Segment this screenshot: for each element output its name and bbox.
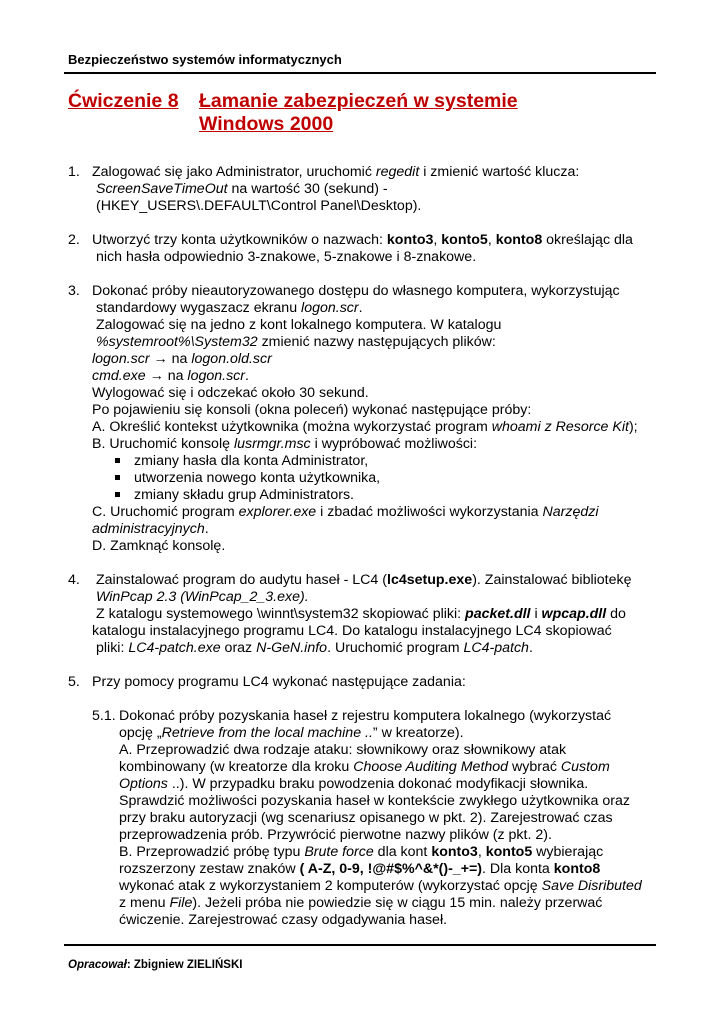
item5-sub-line13: ćwiczenie. Zarejestrować czasy odgadywania haseł.: [119, 912, 448, 928]
item4-line1: Zainstalować program do audytu haseł - LC4 (lc4setup.exe). Zainstalować bibliotekę: [96, 572, 632, 588]
item5-sub-line11: wykonać atak z wykorzystaniem 2 komputerów (wykorzystać opcję Save Disributed: [119, 878, 642, 894]
item3-line9: A. Określić kontekst użytkownika (można wykorzystać program whoami z Resorce Kit);: [92, 419, 638, 435]
item5-number: 5.: [68, 674, 80, 690]
item2-number: 2.: [68, 232, 80, 248]
exercise-number: Ćwiczenie 8: [68, 90, 179, 112]
item3-line4: %systemroot%\System32 zmienić nazwy następujących plików:: [96, 334, 496, 350]
bullet-icon: [115, 475, 120, 480]
item3-line3: Zalogować się na jedno z kont lokalnego komputera. W katalogu: [96, 317, 502, 333]
item3-bullet3: zmiany składu grup Administrators.: [134, 487, 354, 503]
item5-sub-number: 5.1.: [92, 708, 116, 724]
item3-line7: Wylogować się i odczekać około 30 sekund.: [92, 385, 369, 401]
page-header: Bezpieczeństwo systemów informatycznych: [68, 52, 342, 67]
item2-line1: Utworzyć trzy konta użytkowników o nazwach: konto3, konto5, konto8 określając dla: [92, 232, 633, 248]
item3-line14: C. Uruchomić program explorer.exe i zbadać możliwości wykorzystania Narzędzi: [92, 504, 599, 520]
item5-sub-line10: rozszerzony zestaw znaków ( A-Z, 0-9, !@#$%^&*()-_+=). Dla konta konto8: [119, 861, 601, 877]
item4-line4: katalogu instalacyjnego programu LC4. Do katalogu instalacyjnego LC4 skopiować: [92, 623, 612, 639]
item3-number: 3.: [68, 283, 80, 299]
item2-line2: nich hasła odpowiednio 3-znakowe, 5-znakowe i 8-znakowe.: [96, 249, 477, 265]
item5-sub-line2: opcję „Retrieve from the local machine ..” w kreatorze).: [119, 725, 464, 741]
item4-line5: pliki: LC4-patch.exe oraz N-GeN.info. Uruchomić program LC4-patch.: [96, 640, 533, 656]
item5-sub-line3: A. Przeprowadzić dwa rodzaje ataku: słownikowy oraz słownikowy atak: [119, 742, 567, 758]
item5-sub-line4: kombinowany (w kreatorze dla kroku Choose Auditing Method wybrać Custom: [119, 759, 610, 775]
item4-line2: WinPcap 2.3 (WinPcap_2_3.exe).: [96, 589, 309, 605]
item5-sub-line5: Options ..). W przypadku braku powodzenia dokonać modyfikacji słownika.: [119, 776, 589, 792]
item3-bullet1: zmiany hasła dla konta Administrator,: [134, 453, 369, 469]
item1-line2: ScreenSaveTimeOut na wartość 30 (sekund) -: [96, 181, 388, 197]
item3-line16: D. Zamknąć konsolę.: [92, 538, 226, 554]
item3-line10: B. Uruchomić konsolę lusrmgr.msc i wypróbować możliwości:: [92, 436, 478, 452]
item3-line15: administracyjnych.: [92, 521, 209, 537]
item5-sub-line8: przeprowadzenia prób. Przywrócić pierwotne nazwy plików (z pkt. 2).: [119, 827, 552, 843]
item5-sub-line9: B. Przeprowadzić próbę typu Brute force dla kont konto3, konto5 wybierając: [119, 844, 604, 860]
item1-line1: Zalogować się jako Administrator, uruchomić regedit i zmienić wartość klucza:: [92, 164, 580, 180]
item4-number: 4.: [68, 572, 80, 588]
item3-line2: standardowy wygaszacz ekranu logon.scr.: [96, 300, 363, 316]
footer-rule: [64, 944, 656, 946]
header-rule: [64, 72, 656, 74]
item5-sub-line6: Sprawdzić możliwości pozyskania haseł w kontekście zwykłego użytkownika oraz: [119, 793, 630, 809]
item1-line3: (HKEY_USERS\.DEFAULT\Control Panel\Desktop).: [96, 198, 422, 214]
item5-line1: Przy pomocy programu LC4 wykonać następujące zadania:: [92, 674, 466, 690]
item3-line8: Po pojawieniu się konsoli (okna poleceń) wykonać następujące próby:: [92, 402, 532, 418]
item5-sub-line1: Dokonać próby pozyskania haseł z rejestru komputera lokalnego (wykorzystać: [119, 708, 612, 724]
item5-sub-line7: przy braku autoryzacji (wg scenariusz opisanego w pkt. 2). Zarejestrować czas: [119, 810, 613, 826]
item3-bullet2: utworzenia nowego konta użytkownika,: [134, 470, 381, 486]
exercise-title-line2: Windows 2000: [199, 113, 334, 135]
bullet-icon: [115, 492, 120, 497]
bullet-icon: [115, 458, 120, 463]
item3-line6: cmd.exe → na logon.scr.: [92, 368, 249, 384]
item3-line1: Dokonać próby nieautoryzowanego dostępu do własnego komputera, wykorzystując: [92, 283, 620, 299]
item3-line5: logon.scr → na logon.old.scr: [92, 351, 272, 367]
item4-line3: Z katalogu systemowego \winnt\system32 skopiować pliki: packet.dll i wpcap.dll do: [96, 606, 626, 622]
page-footer: Opracował: Zbigniew ZIELIŃSKI: [68, 959, 243, 971]
item5-sub-line12: z menu File). Jeżeli próba nie powiedzie się w ciągu 15 min. należy przerwać: [119, 895, 603, 911]
item1-number: 1.: [68, 164, 80, 180]
exercise-title-line1: Łamanie zabezpieczeń w systemie: [199, 90, 518, 112]
